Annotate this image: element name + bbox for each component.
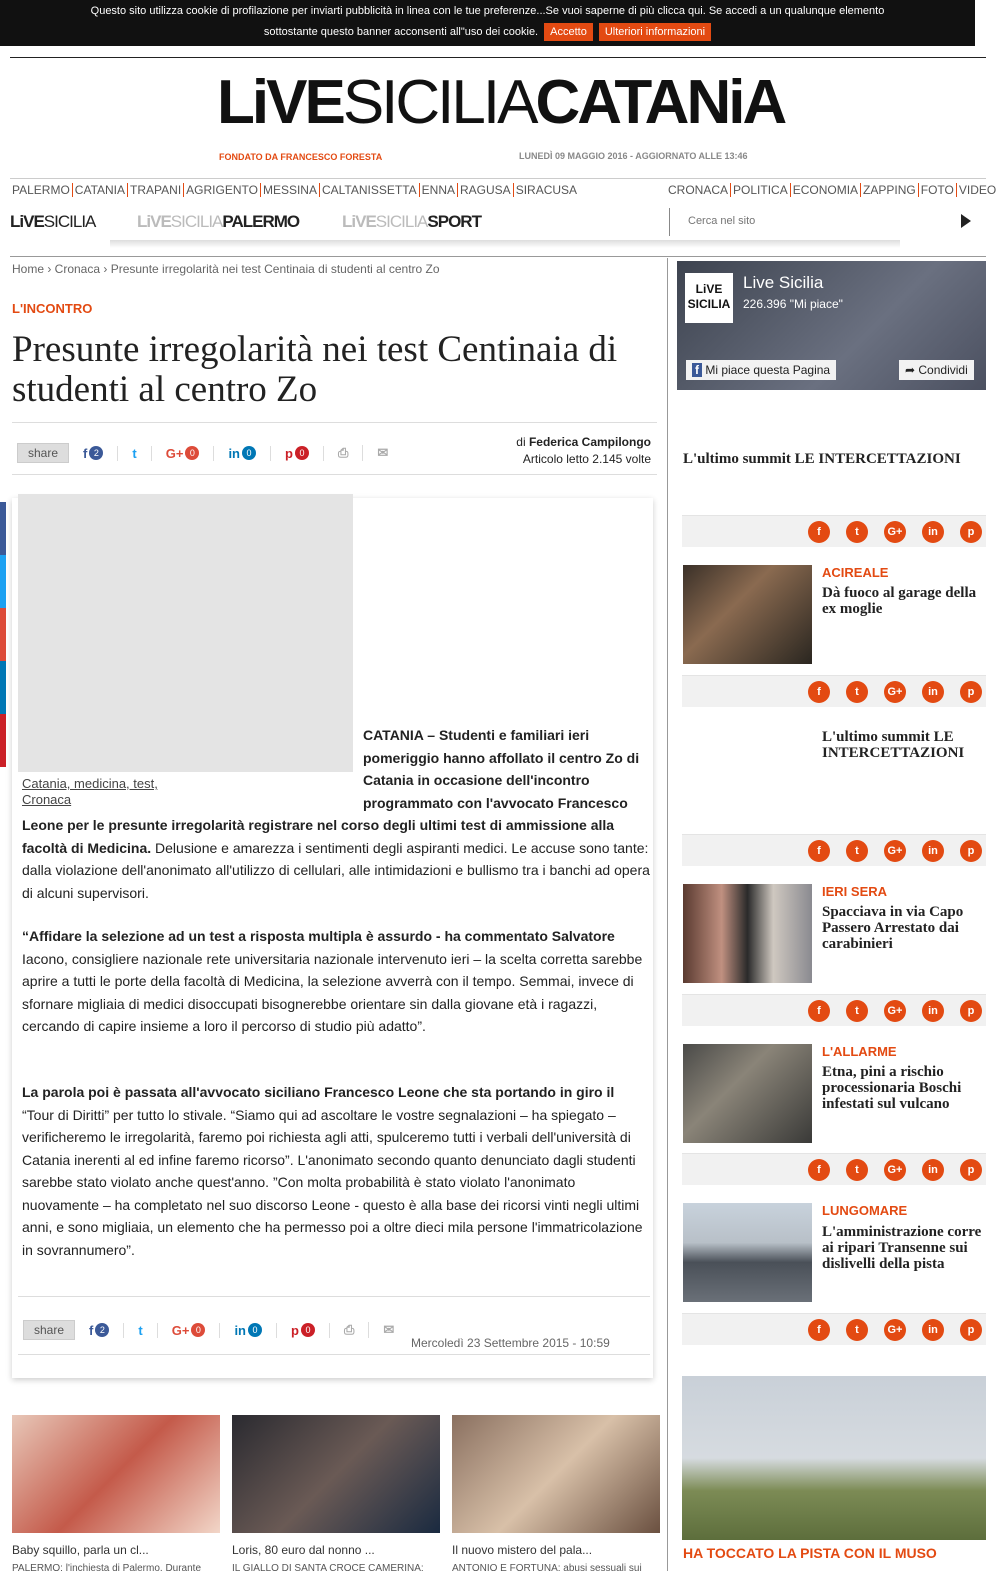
facebook-icon[interactable]: f — [808, 840, 830, 862]
linkedin-share-bottom[interactable]: in 0 — [234, 1323, 277, 1338]
nav-item[interactable]: SIRACUSA — [515, 183, 578, 197]
paragraph-3: La parola poi è passata all'avvocato siciliano Francesco Leone che sta portando in giro il “Tour di Diritti” per tutto lo stivale. “Siamo qui ad ascoltare le vostre segnalazioni – ha spiegato – verificheremo le irregolarità, faremo poi richiesta agli atti, spulceremo tutti i verbali dell'università di Catania inerenti al ed infine faremo ricorso”. L'anonimato secondo quanto denunciato dagli studenti sarebbe stato violato anche quest'anno. ”Con molta probabilità è stato violato l'anonimato nuovamente – ha completato nel suo discorso Leone - questo è alla base dei ricorsi vinti negli ultimi anni, e sono migliaia, un elemento che ha permesso poi a oltre dieci mila persone l'immatricolazione in sovrannumero”. — [22, 1084, 643, 1258]
sidebar-share-row — [682, 515, 986, 547]
sidebar-thumb[interactable] — [683, 1203, 812, 1302]
sidebar-title[interactable]: Etna, pini a rischio processionaria Boschi infestati sul vulcano — [822, 1064, 962, 1112]
gplus-share[interactable]: G+ 0 — [166, 446, 215, 461]
linkedin-share[interactable]: in 0 — [228, 446, 271, 461]
cookie-text-2: sottostante questo banner acconsenti all"uso dei cookie. — [263, 26, 539, 38]
linkedin-icon[interactable]: in — [922, 1319, 944, 1341]
share-bar-top — [17, 440, 402, 466]
fb-like-count: 226.396 "Mi piace" — [743, 297, 843, 311]
sidebar-share-row — [682, 675, 986, 707]
search-submit-icon[interactable] — [961, 214, 971, 228]
share-button[interactable]: share — [17, 443, 69, 463]
nav-cities — [10, 183, 579, 197]
side-twitter[interactable] — [0, 555, 6, 608]
fb-like-button[interactable]: f Mi piace questa Pagina — [686, 360, 836, 380]
facebook-share-bottom[interactable]: f 2 — [89, 1323, 124, 1338]
sidebar-kicker: LUNGOMARE — [822, 1203, 908, 1218]
email-icon[interactable]: ✉ — [383, 1322, 395, 1337]
twitter-icon[interactable]: t — [846, 1319, 868, 1341]
twitter-icon[interactable]: t — [846, 1159, 868, 1181]
twitter-icon: t — [138, 1322, 143, 1338]
article-tags[interactable]: Catania, medicina, test, Cronaca — [22, 776, 158, 807]
sidebar-title[interactable]: L'amministrazione corre ai ripari Transenne sui dislivelli della pista — [822, 1224, 982, 1272]
gplus-icon[interactable]: G+ — [884, 1319, 906, 1341]
share-button-bottom[interactable]: share — [23, 1320, 75, 1340]
search-input[interactable] — [688, 215, 938, 227]
twitter-share-bottom[interactable] — [138, 1323, 157, 1338]
nav-item[interactable]: CATANIA — [73, 183, 128, 197]
sidebar-headline[interactable]: L'ultimo summit LE INTERCETTAZIONI — [683, 451, 961, 467]
gplus-icon[interactable]: G+ — [884, 681, 906, 703]
facebook-icon: f — [692, 363, 702, 377]
twitter-icon[interactable]: t — [846, 1000, 868, 1022]
sidebar-thumb[interactable] — [683, 1044, 812, 1143]
nav-item[interactable]: CRONACA — [666, 183, 731, 197]
nav-item[interactable]: POLITICA — [731, 183, 791, 197]
pinterest-icon: p — [285, 445, 293, 461]
sidebar-share-row — [682, 1313, 986, 1345]
facebook-page-box — [677, 261, 986, 390]
sidebar-thumb[interactable] — [683, 884, 812, 983]
column-divider — [667, 258, 668, 1571]
related-card[interactable]: Loris, 80 euro dal nonno ... IL GIALLO DI SANTA CROCE CAMERINA: — [232, 1415, 440, 1574]
related-card[interactable]: Baby squillo, parla un cl... PALERMO: l'inchiesta di Palermo. Durante — [12, 1415, 220, 1574]
breadcrumb[interactable]: Home › Cronaca › Presunte irregolarità nei test Centinaia di studenti al centro Zo — [12, 262, 440, 276]
sidebar-title[interactable]: Dà fuoco al garage della ex moglie — [822, 585, 977, 617]
pinterest-icon[interactable]: p — [960, 681, 982, 703]
author-name: Federica Campilongo — [528, 435, 651, 449]
byline: di Federica Campilongo Articolo letto 2.145 volte — [516, 435, 651, 466]
facebook-share[interactable]: f 2 — [83, 446, 118, 461]
pinterest-icon[interactable]: p — [960, 1159, 982, 1181]
header-date: LUNEDÌ 09 MAGGIO 2016 - AGGIORNATO ALLE 13:46 — [519, 151, 748, 161]
cookie-banner — [0, 0, 975, 46]
linkedin-icon[interactable]: in — [922, 521, 944, 543]
cookie-text-1: Questo sito utilizza cookie di profilazione per inviarti pubblicità in linea con le tue preferenze...Se vuoi saperne di più clicca qui. Se accedi a un qualunque elemento — [90, 5, 885, 17]
search-box — [669, 208, 979, 236]
related-image — [12, 1415, 220, 1533]
nav-item[interactable]: AGRIGENTO — [184, 183, 261, 197]
sidebar-share-row — [682, 994, 986, 1026]
nav-item[interactable]: TRAPANI — [128, 183, 184, 197]
print-icon[interactable]: ⎙ — [338, 445, 363, 461]
publish-date: Mercoledì 23 Settembre 2015 - 10:59 — [411, 1336, 610, 1350]
twitter-icon[interactable]: t — [846, 840, 868, 862]
linkedin-icon: in — [228, 445, 240, 461]
pinterest-icon[interactable]: p — [960, 1319, 982, 1341]
site-livesicilia[interactable]: LiVESICILIA — [10, 212, 96, 231]
nav-item[interactable]: ZAPPING — [861, 183, 919, 197]
sidebar-big-image[interactable] — [682, 1376, 986, 1540]
sidebar-kicker: ACIREALE — [822, 565, 889, 580]
facebook-icon[interactable]: f — [808, 1000, 830, 1022]
share-bar-bottom — [23, 1317, 408, 1343]
nav-item[interactable]: ENNA — [420, 183, 458, 197]
nav-item[interactable]: RAGUSA — [458, 183, 514, 197]
email-icon[interactable]: ✉ — [377, 445, 389, 460]
linkedin-icon[interactable]: in — [922, 1159, 944, 1181]
twitter-share[interactable] — [132, 446, 151, 461]
pinterest-share-bottom[interactable]: p 0 — [291, 1323, 330, 1338]
linkedin-icon[interactable]: in — [922, 681, 944, 703]
cookie-accept-button[interactable]: Accetto — [544, 23, 593, 41]
article-title: Presunte irregolarità nei test Centinaia di studenti al centro Zo — [12, 329, 618, 410]
founded-by: FONDATO DA FRANCESCO FORESTA — [219, 152, 383, 162]
related-image — [452, 1415, 660, 1533]
fb-page-logo: LiVE SICILIA — [685, 273, 733, 323]
related-image — [232, 1415, 440, 1533]
sidebar-title[interactable]: L'ultimo summit LE INTERCETTAZIONI — [822, 729, 965, 761]
side-gplus[interactable] — [0, 608, 6, 661]
sidebar-share-row — [682, 834, 986, 866]
nav-sections — [666, 183, 998, 197]
nav-item[interactable]: CALTANISSETTA — [320, 183, 420, 197]
pinterest-icon: p — [291, 1322, 299, 1338]
print-icon[interactable]: ⎙ — [344, 1322, 369, 1338]
fb-page-name[interactable]: Live Sicilia — [743, 273, 824, 292]
side-pinterest[interactable] — [0, 714, 6, 767]
fb-share-button[interactable]: ➦ Condividi — [899, 360, 974, 380]
gplus-icon[interactable]: G+ — [884, 521, 906, 543]
pinterest-icon[interactable]: p — [960, 1000, 982, 1022]
paragraph-2: “Affidare la selezione ad un test a risposta multipla è assurdo - ha commentato Salvatore Iacono, consigliere nazionale rete universitaria nazionale intervenuto ieri – la scelta corretta sarebbe aprire a tutti le porte della facoltà di Medicina, la selezione avverrà con il tempo. Semmai, invece di sfornare migliaia di medici disoccupati bisognerebbe orientare sin dalla giovane età i ragazzi, cercando di capire insieme a loro il percorso di studio più adatto”. — [22, 928, 643, 1034]
side-linkedin[interactable] — [0, 661, 6, 714]
linkedin-icon[interactable]: in — [922, 840, 944, 862]
sidebar-title[interactable]: Spacciava in via Capo Passero Arrestato dai carabinieri — [822, 904, 964, 952]
facebook-icon[interactable]: f — [808, 681, 830, 703]
linkedin-icon[interactable]: in — [922, 1000, 944, 1022]
site-logo[interactable]: LiVESICILIACATANiA — [217, 68, 785, 137]
sidebar-share-row — [682, 1153, 986, 1185]
sidebar-kicker: L'ALLARME — [822, 1044, 897, 1059]
facebook-icon[interactable]: f — [808, 521, 830, 543]
side-facebook[interactable] — [0, 502, 6, 555]
nav-item[interactable]: PALERMO — [10, 183, 73, 197]
nav-item[interactable]: MESSINA — [261, 183, 320, 197]
nav-item[interactable]: FOTO — [919, 183, 957, 197]
gplus-icon: G+ — [171, 1322, 190, 1338]
header-shadow — [110, 240, 900, 248]
pinterest-icon[interactable]: p — [960, 521, 982, 543]
sidebar-thumb[interactable] — [683, 565, 812, 664]
gplus-icon[interactable]: G+ — [884, 1000, 906, 1022]
linkedin-icon: in — [234, 1322, 246, 1338]
gplus-share-bottom[interactable]: G+ 0 — [172, 1323, 221, 1338]
facebook-icon[interactable]: f — [808, 1159, 830, 1181]
article-kicker: L'INCONTRO — [12, 301, 93, 316]
twitter-icon: t — [132, 445, 137, 461]
read-count: Articolo letto 2.145 volte — [522, 452, 651, 466]
site-livesicilia-sport[interactable]: LiVESICILIASPORT — [342, 212, 481, 231]
facebook-icon: f — [83, 445, 88, 461]
twitter-icon[interactable]: t — [846, 521, 868, 543]
sidebar-big-caption[interactable]: HA TOCCATO LA PISTA CON IL MUSO — [683, 1545, 937, 1561]
nav-item[interactable]: ECONOMIA — [791, 183, 861, 197]
paragraph-1: CATANIA – Studenti e familiari ieri pomeriggio hanno affollato il centro Zo di Catania in occasione dell'incontro programmato con l'avvocato Francesco Leone per le presunte irregolarità registrare nel corso degli ultimi test di ammissione alla facoltà di Medicina. Delusione e amarezza i sentimenti degli aspiranti medici. Le accuse sono tante: dalla violazione dell'anonimato all'utilizzo di cellulari, alle intimidazioni e bullismo tra i banchi ad opera di alcuni supervisori. — [22, 727, 650, 901]
site-livesicilia-palermo[interactable]: LiVESICILIAPALERMO — [137, 212, 300, 231]
related-card[interactable]: Il nuovo mistero del pala... ANTONIO E FORTUNA: abusi sessuali sui — [452, 1415, 660, 1574]
gplus-icon: G+ — [165, 445, 184, 461]
facebook-icon[interactable]: f — [808, 1319, 830, 1341]
pinterest-icon[interactable]: p — [960, 840, 982, 862]
facebook-icon: f — [89, 1322, 94, 1338]
nav-item[interactable]: VIDEO — [958, 183, 997, 197]
gplus-icon[interactable]: G+ — [884, 1159, 906, 1181]
gplus-icon[interactable]: G+ — [884, 840, 906, 862]
sidebar-kicker: IERI SERA — [822, 884, 888, 899]
twitter-icon[interactable]: t — [846, 681, 868, 703]
cookie-more-button[interactable]: Ulteriori informazioni — [599, 23, 711, 41]
pinterest-share[interactable]: p 0 — [285, 446, 324, 461]
